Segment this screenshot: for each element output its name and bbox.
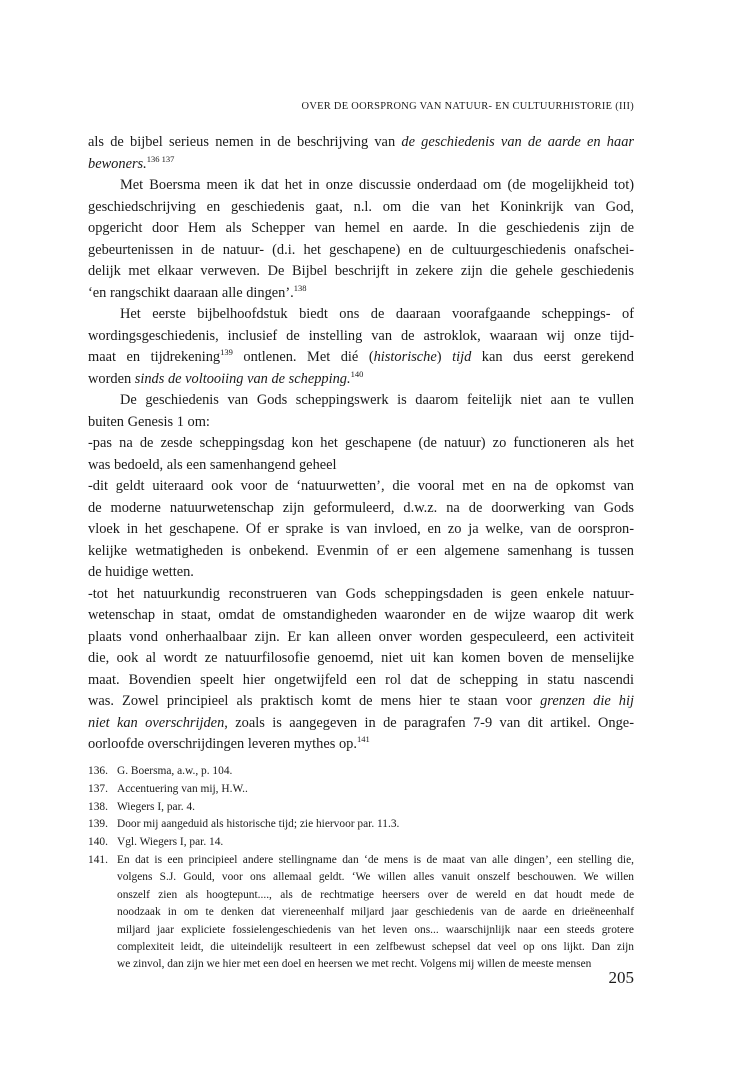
text-run: buiten Genesis 1 om: <box>88 413 210 430</box>
body-line <box>88 283 634 305</box>
body-line <box>88 734 634 756</box>
body-line <box>88 691 634 713</box>
text-run: ontlenen. Met dié ( <box>232 349 374 365</box>
text-run: -pas na de zesde scheppingsdag kon het geschapene (de natuur) zo functioneren als het <box>88 435 634 451</box>
footnote <box>88 816 634 834</box>
text-run: was bedoeld, als een samenhangend geheel <box>88 456 337 473</box>
body-line <box>88 562 634 584</box>
body-line <box>88 433 634 455</box>
body-line <box>88 519 634 541</box>
text-run: opgericht door Hem als Schepper van hemel en aarde. In die geschiedenis zijn de <box>88 220 634 236</box>
footnote-line: onszelf zien als hoogtepunt...., als de rechtmatige heersers over de wereld en dat houdt mede de <box>117 888 634 901</box>
footnotes <box>88 763 634 974</box>
text-run: geschiedschrijving en geschiedenis gaat, n.l. om die van het Koninkrijk van God, <box>88 198 634 215</box>
text-run: De geschiedenis van Gods scheppingswerk is daarom feitelijk niet aan te vullen <box>120 392 634 408</box>
footnote-ref: 136 137 <box>146 153 175 164</box>
text-run: -dit geldt uiteraard ook voor de ‘natuurwetten’, die vooral met en na de opkomst van <box>88 478 634 494</box>
body-line <box>88 390 634 412</box>
italic-text: bewoners. <box>88 155 147 172</box>
text-run: de huidige wetten. <box>88 564 194 580</box>
footnote <box>88 781 634 799</box>
text-run: ‘en rangschikt daaraan alle dingen’. <box>88 284 294 301</box>
footnote-number: 136. <box>88 765 108 777</box>
body-line <box>88 218 634 240</box>
body-line <box>88 154 634 176</box>
footnote-line: En dat is een principieel andere stellingname dan ‘de mens is de maat van alle dingen’, een stelling die, <box>117 853 634 866</box>
footnote-line: noodzaak in om te denken dat viereneenhalf miljard jaar geschiedenis van de aarde en drieëneenhalf <box>117 906 634 919</box>
body-line <box>88 412 634 434</box>
text-run: wordingsgeschiedenis, inclusief de instelling van de astroklok, waaraan wij onze tijd- <box>88 327 634 344</box>
text-run: Met Boersma meen ik dat het in onze discussie onderdaad om (de mogelijkheid tot) <box>120 177 634 193</box>
body-line <box>88 369 634 391</box>
body-line <box>88 132 634 154</box>
text-run: , zoals is aangegeven in de paragrafen 7-9 van dit artikel. Onge- <box>224 714 634 731</box>
text-run: was. Zowel principieel als praktisch komt de mens hier te staan voor <box>88 693 541 709</box>
body-line <box>88 476 634 498</box>
body-line <box>88 326 634 348</box>
footnote-ref: 138 <box>293 282 307 293</box>
footnote-line: miljard jaar expliciete fossielengeschiedenis van het leven ons... waarschijnlijk naar een steeds grotere <box>117 923 634 936</box>
text-run: maat en tijdrekening <box>88 349 221 365</box>
body-line <box>88 648 634 670</box>
text-run: plaats vond onherhaalbaar zijn. Er kan alleen onver worden gespeculeerd, een activiteit <box>88 628 634 645</box>
body-line <box>88 197 634 219</box>
footnote-ref: 139 <box>220 347 233 357</box>
footnote-number: 140. <box>88 836 108 849</box>
italic-text: grenzen die hij <box>540 693 634 709</box>
text-run: kelijke wetmatigheden is onbekend. Evenmin of er een algemene samenhang is tussen <box>88 542 634 559</box>
footnote-text: Vgl. Wiegers I, par. 14. <box>117 836 224 849</box>
text-run: Het eerste bijbelhoofdstuk biedt ons de daaraan voorafgaande scheppings- of <box>120 306 634 322</box>
body-line <box>88 261 634 283</box>
italic-text: niet kan overschrijden <box>88 714 225 731</box>
body-line <box>88 304 634 326</box>
body-line <box>88 347 634 369</box>
footnote-number: 139. <box>88 818 108 831</box>
body-line <box>88 627 634 649</box>
footnote-number: 141. <box>88 853 108 866</box>
body-line <box>88 584 634 606</box>
italic-text: de geschiedenis van de aarde en haar <box>401 134 634 150</box>
text-run: delijk met elkaar verweven. De Bijbel beschrijft in zekere zijn die gehele geschiedenis <box>88 263 634 279</box>
text-run: wetenschap in staat, omdat de omstandigheden waaronder en de wijze waarop dit werk <box>88 607 634 623</box>
body-text <box>88 132 634 756</box>
body-line <box>88 541 634 563</box>
text-run: ) <box>436 349 453 365</box>
text-run: vloek in het geschapene. Of er sprake is van invloed, en zo ja welke, van de oorspron- <box>88 521 634 537</box>
footnote-ref: 141 <box>356 734 370 744</box>
footnote-number: 138. <box>88 800 108 813</box>
text-run: -tot het natuurkundig reconstrueren van Gods scheppingsdaden is geen enkele natuur- <box>88 585 634 602</box>
text-run: de moderne natuurwetenschap zijn geformuleerd, d.w.z. na de doorwerking van Gods <box>88 499 634 516</box>
text-run: worden <box>88 370 135 387</box>
footnote <box>88 852 634 974</box>
body-line <box>88 670 634 692</box>
text-run: oorloofde overschrijdingen leveren mythes op. <box>88 736 357 752</box>
body-line <box>88 713 634 735</box>
text-run: maat. Bovendien speelt hier ongetwijfeld een rol dat de schepping in statu nascendi <box>88 671 634 688</box>
footnote <box>88 799 634 817</box>
body-line <box>88 605 634 627</box>
body-line <box>88 455 634 477</box>
italic-text: historische <box>373 349 437 365</box>
text-run: als de bijbel serieus nemen in de beschrijving van <box>88 134 402 150</box>
footnote-line: we zinvol, dan zijn we hier met een doel en heersen we met recht. Volgens mij willen de meeste mensen <box>117 958 592 971</box>
footnote-text: Accentuering van mij, H.W.. <box>117 782 248 795</box>
footnote-ref: 140 <box>350 368 364 379</box>
footnote-text: G. Boersma, a.w., p. 104. <box>117 765 233 777</box>
footnote <box>88 763 634 781</box>
footnote-line: volgens S.J. Gould, voor ons allemaal geldt. ‘We willen alles vanuit onszelf beschouwen. We willen <box>117 871 634 884</box>
footnote-text: Door mij aangeduid als historische tijd; zie hiervoor par. 11.3. <box>117 818 400 831</box>
running-head: OVER DE OORSPRONG VAN NATUUR- EN CULTUURHISTORIE (III) <box>301 101 634 112</box>
text-run: gebeurtenissen in de natuur- (d.i. het geschapene) en de cultuurgeschiedenis onafschei- <box>88 241 634 258</box>
footnote-line: complexiteit leidt, die uiteindelijk resulteert in een zelfbewust schepsel dat veel op ons lijkt. Dan zijn <box>117 941 634 954</box>
page-number: 205 <box>608 968 634 987</box>
body-line <box>88 498 634 520</box>
italic-text: tijd <box>452 349 472 365</box>
body-line <box>88 240 634 262</box>
italic-text: sinds de voltooiing van de schepping. <box>134 370 351 387</box>
footnote-number: 137. <box>88 782 108 795</box>
body-line <box>88 175 634 197</box>
footnote-text <box>117 852 634 974</box>
footnote-text: Wiegers I, par. 4. <box>117 800 195 813</box>
text-run: die, ook al wordt ze natuurfilosofie genoemd, niet uit kan komen boven de menselijke <box>88 650 634 666</box>
footnote <box>88 834 634 852</box>
text-run: kan dus eerst gerekend <box>471 349 634 365</box>
